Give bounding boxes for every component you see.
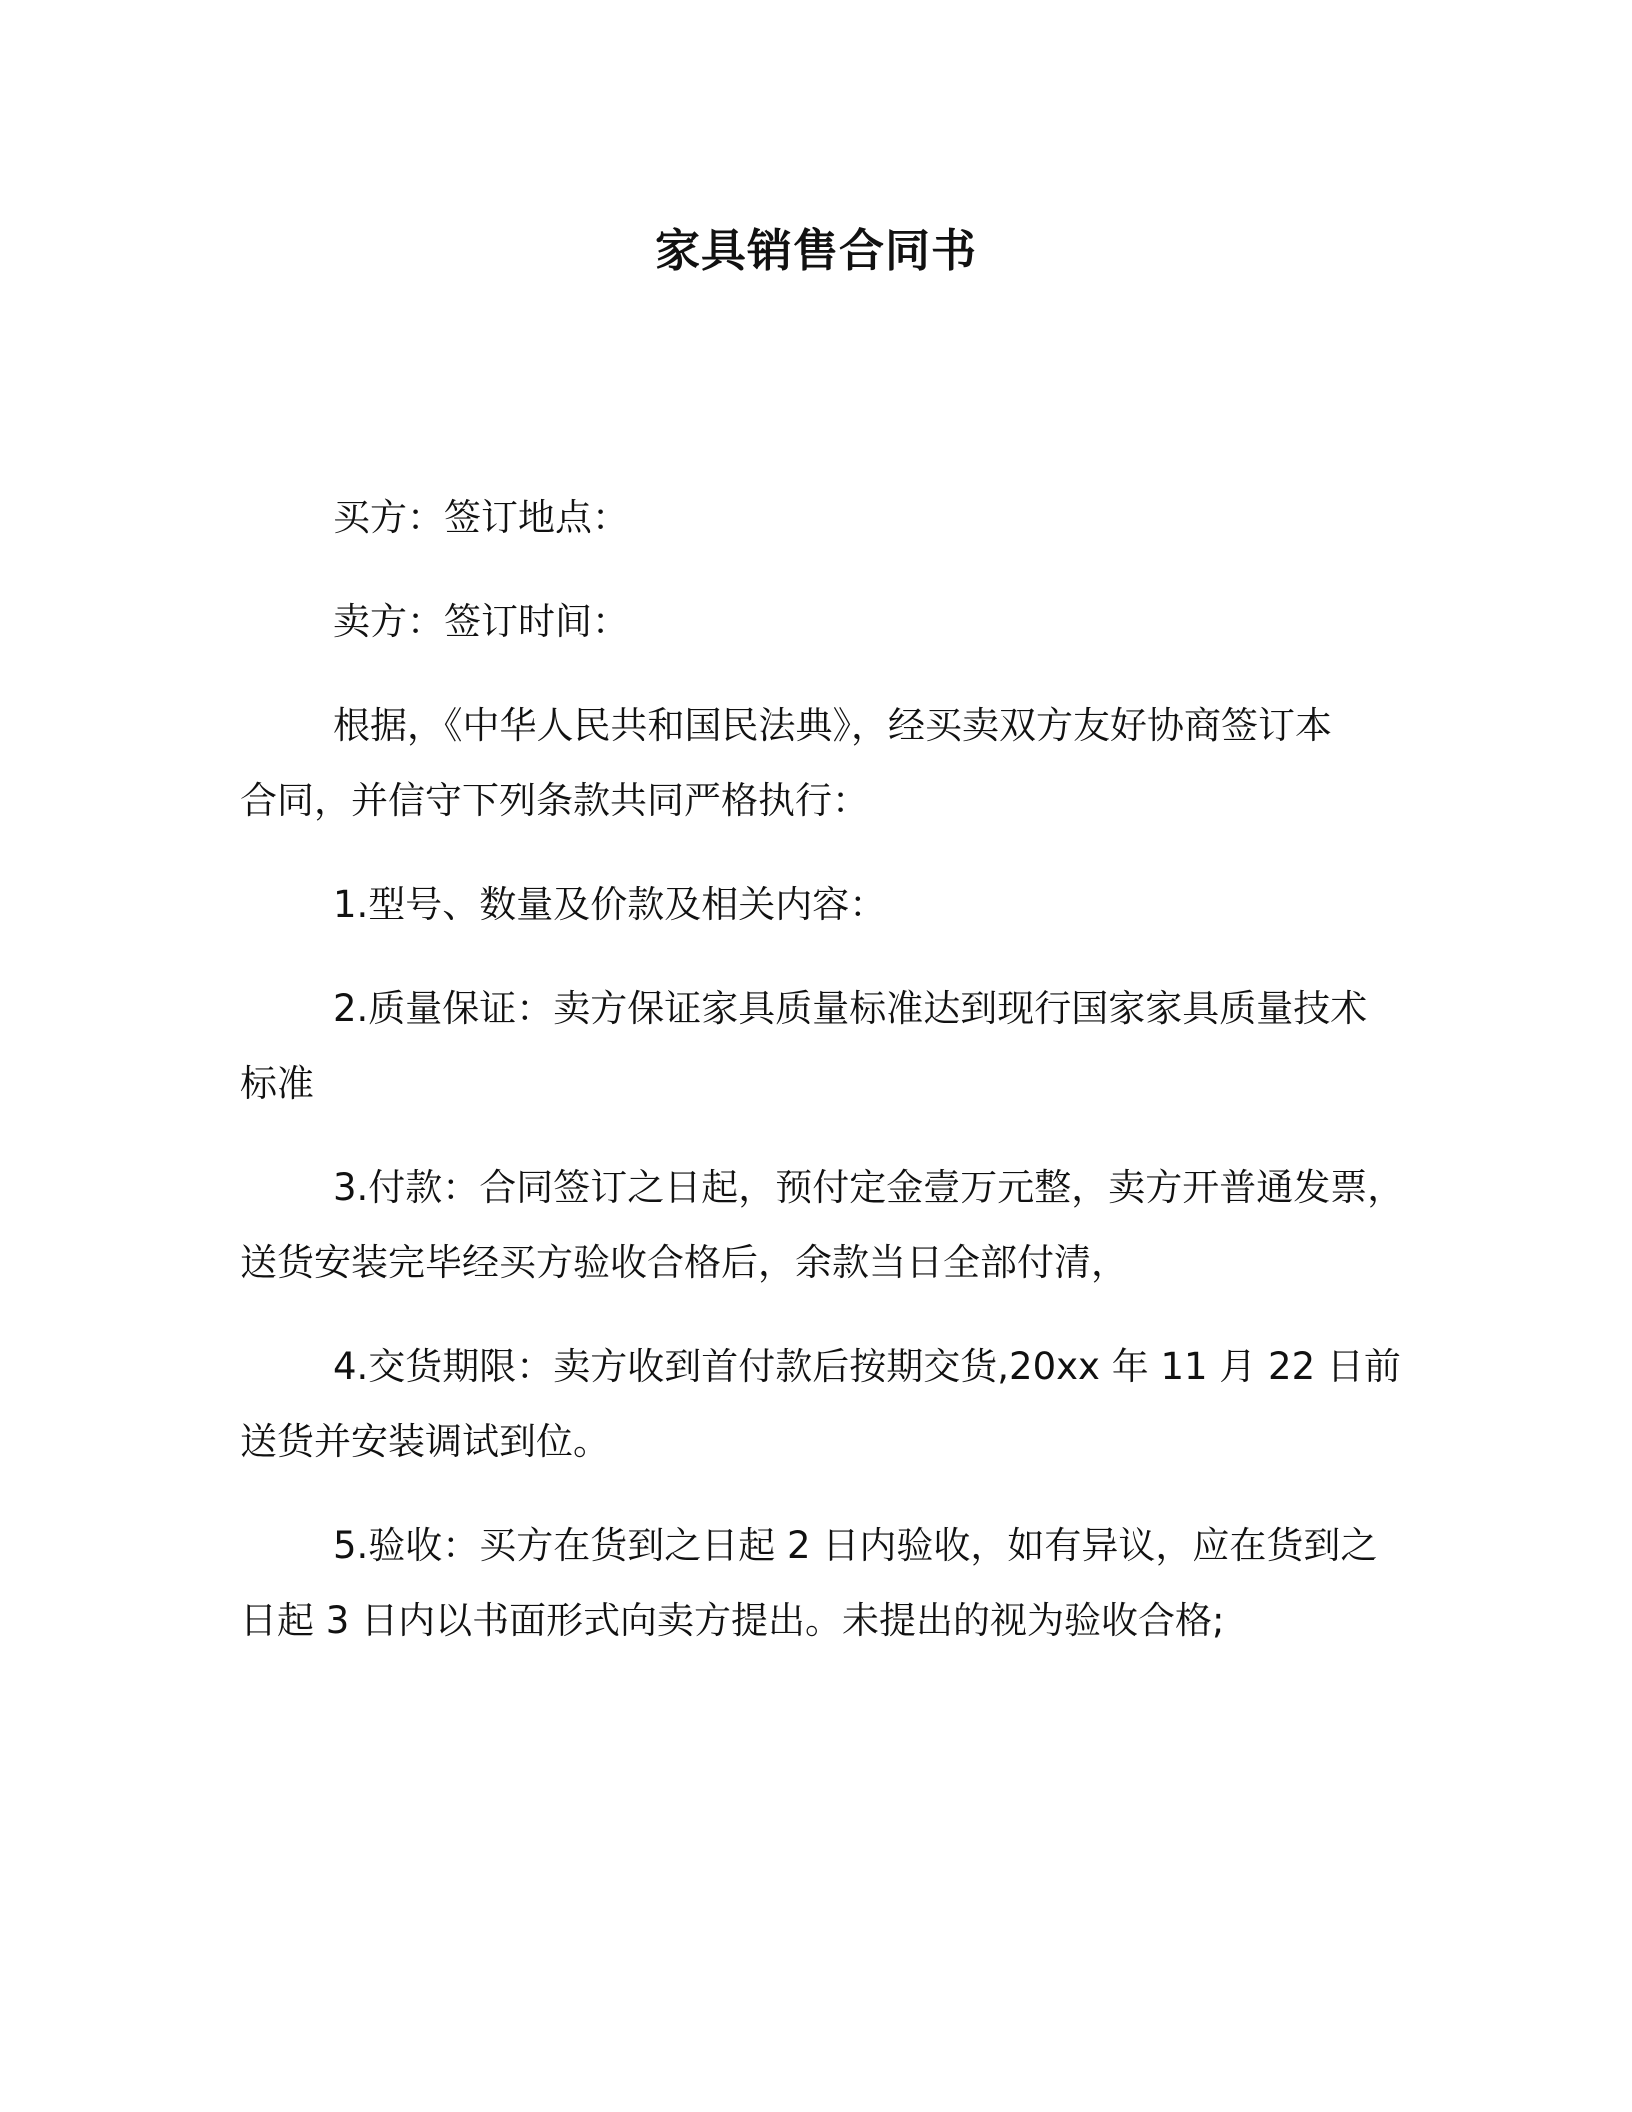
seller-signing-time [240, 584, 1480, 659]
text-line: 1.型号、数量及价款及相关内容： [333, 883, 887, 926]
clause-1-model-quantity-price [240, 867, 1480, 942]
document-title: 家具销售合同书 [654, 224, 977, 277]
buyer-signing-place [240, 480, 1480, 555]
text-line: 送货并安装调试到位。 [240, 1420, 610, 1463]
text-line: 买方：签订地点： [333, 496, 629, 539]
text-line: 根据，《中华人民共和国民法典》，经买卖双方友好协商签订本 [333, 704, 1332, 747]
text-line: 2.质量保证：卖方保证家具质量标准达到现行国家家具质量技术 [333, 987, 1368, 1030]
text-line: 合同，并信守下列条款共同严格执行： [240, 779, 869, 822]
preamble-paragraph [240, 688, 1480, 838]
text-line: 标准 [240, 1062, 314, 1105]
clause-4-delivery-deadline [240, 1329, 1480, 1479]
text-line: 5.验收：买方在货到之日起 2 日内验收，如有异议，应在货到之 [333, 1524, 1378, 1567]
clause-2-quality-guarantee [240, 971, 1480, 1121]
text-line: 3.付款：合同签订之日起，预付定金壹万元整，卖方开普通发票， [333, 1166, 1405, 1209]
text-line: 4.交货期限：卖方收到首付款后按期交货,20xx 年 11 月 22 日前 [333, 1345, 1401, 1388]
document-body [240, 480, 1480, 1687]
text-line: 送货安装完毕经买方验收合格后，余款当日全部付清， [240, 1241, 1128, 1284]
text-line: 日起 3 日内以书面形式向卖方提出。未提出的视为验收合格; [240, 1599, 1225, 1642]
clause-3-payment [240, 1150, 1480, 1300]
text-line: 卖方：签订时间： [333, 600, 629, 643]
clause-5-acceptance [240, 1508, 1480, 1658]
